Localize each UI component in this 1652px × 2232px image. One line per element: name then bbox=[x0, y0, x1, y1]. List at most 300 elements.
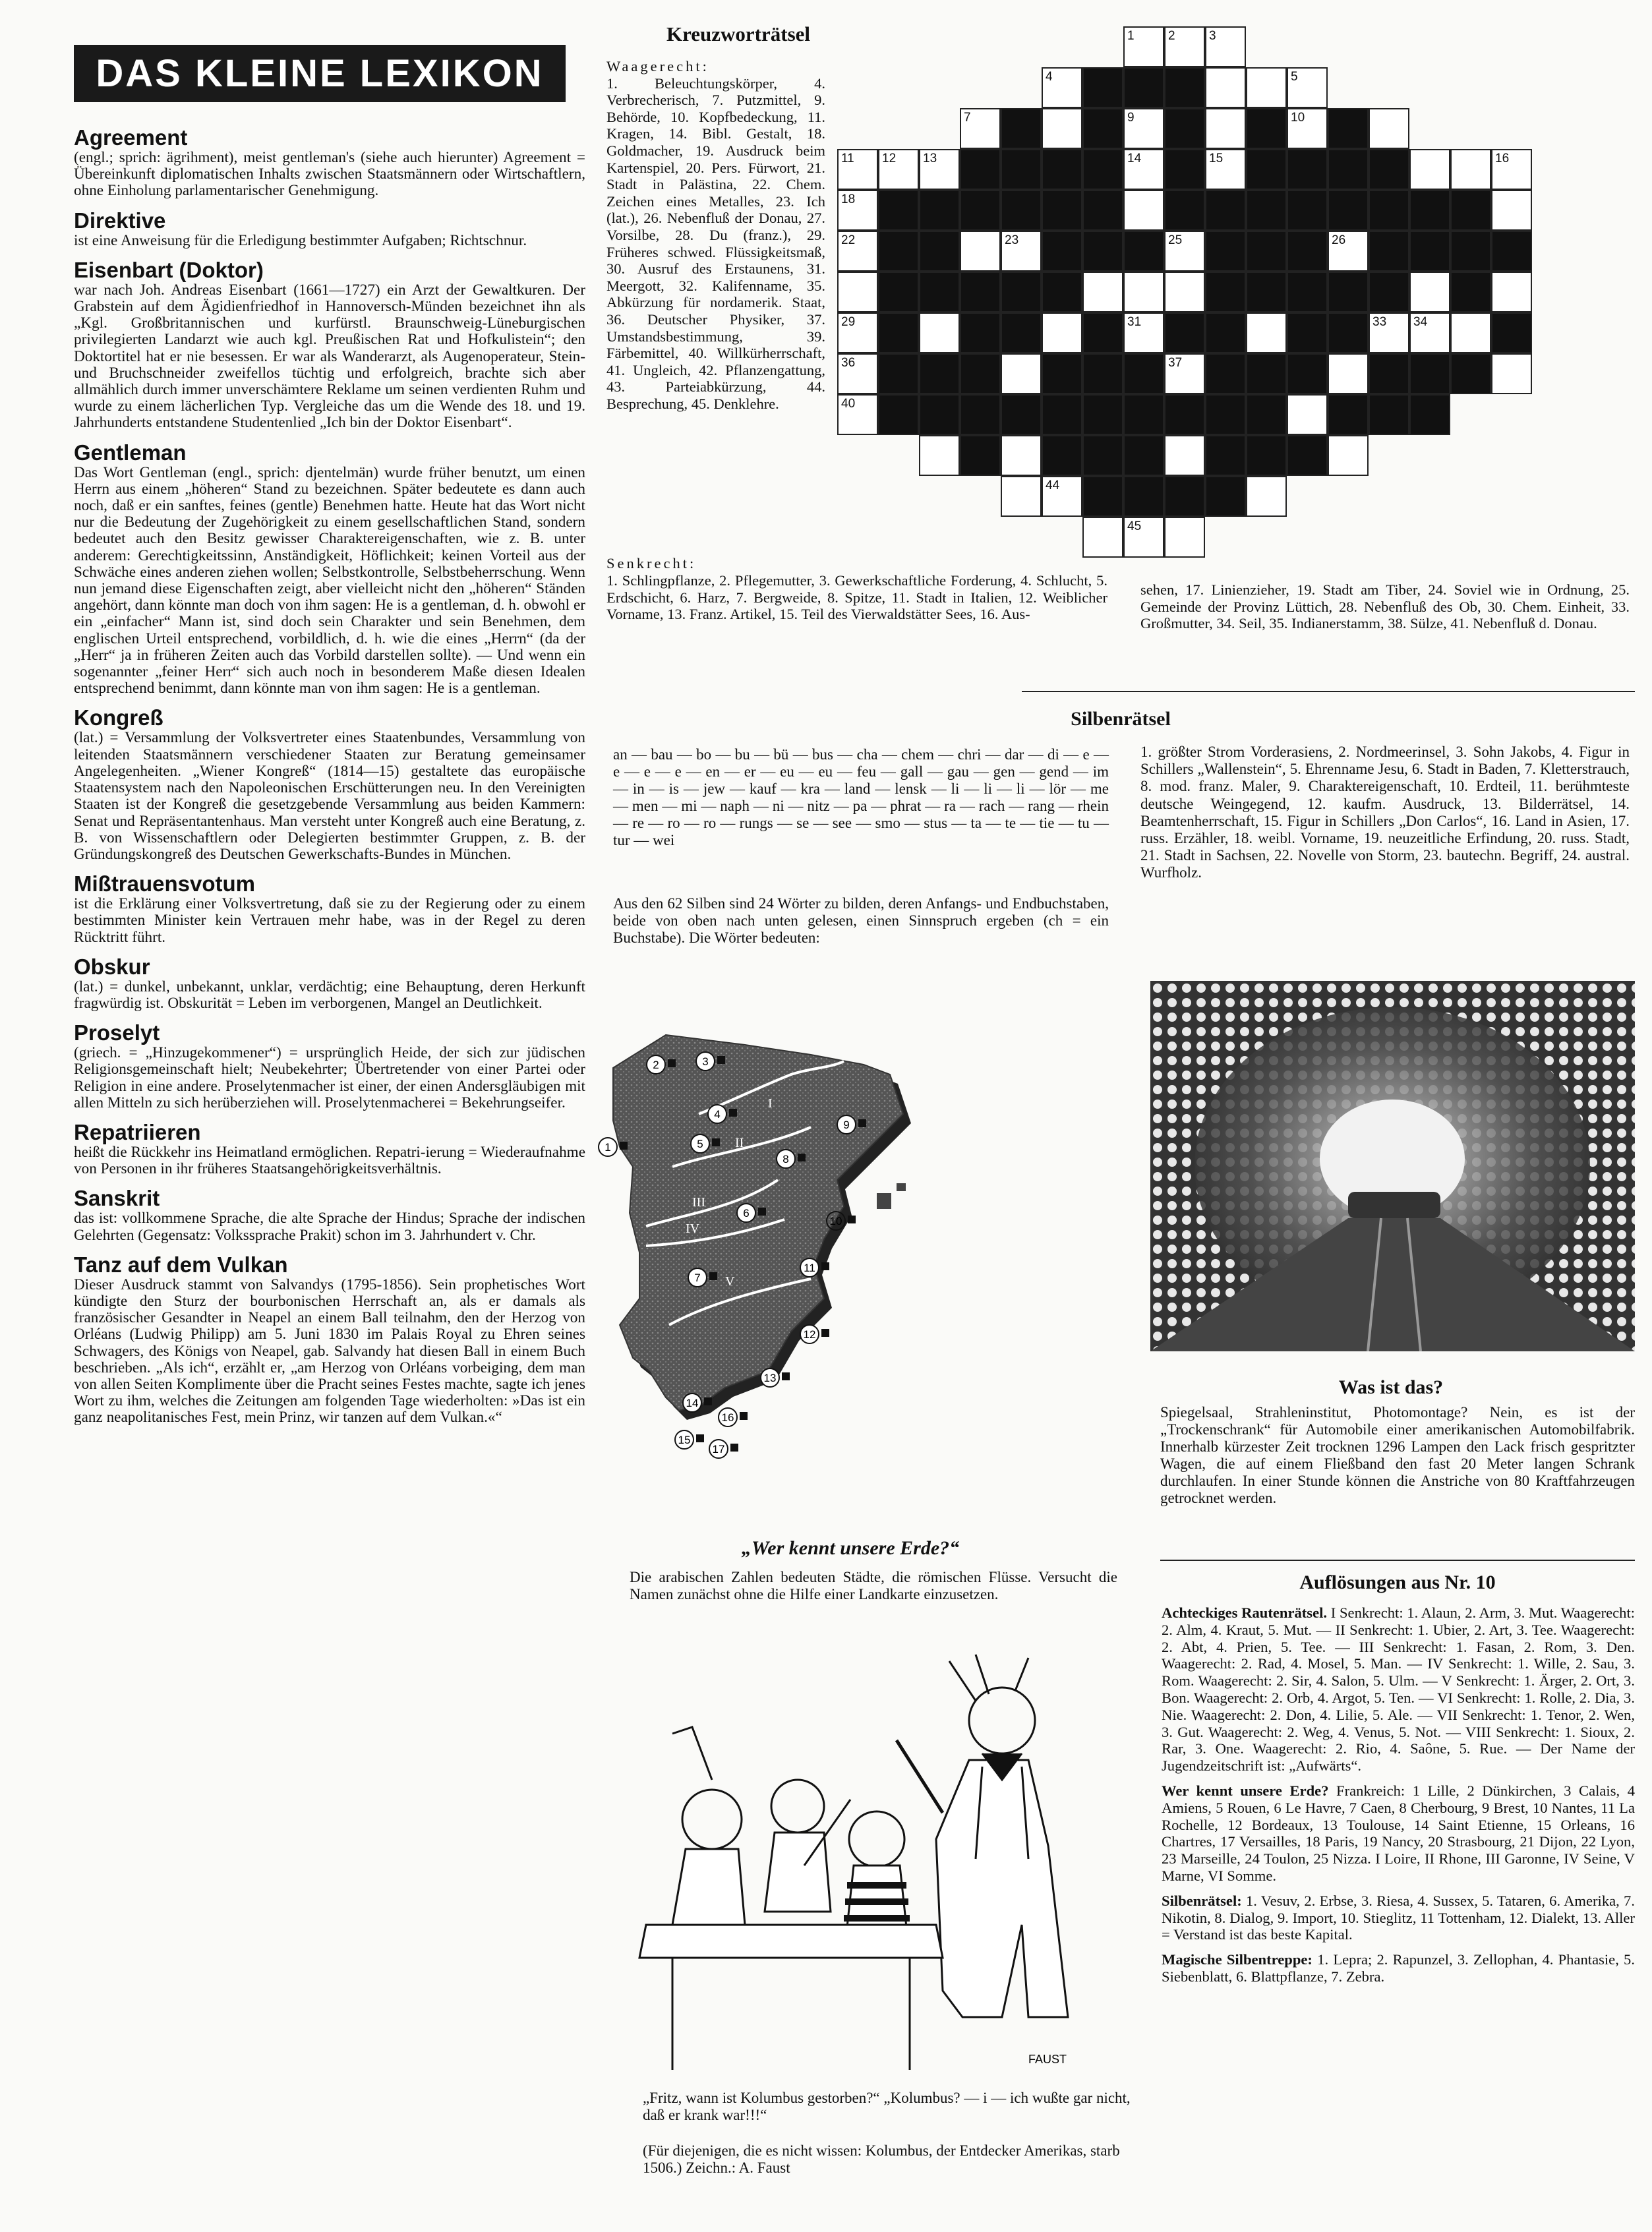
crossword-cell[interactable] bbox=[1328, 353, 1369, 394]
cell-number: 25 bbox=[1168, 233, 1183, 247]
map-city-number: 10 bbox=[829, 1215, 842, 1227]
crossword-cell[interactable] bbox=[1082, 67, 1123, 108]
crossword-cell[interactable] bbox=[1287, 149, 1328, 190]
map-city-square bbox=[740, 1412, 748, 1420]
lexikon-definition: (lat.) = dunkel, unbekannt, unklar, verdächtig; eine Behauptung, deren Herkunft fragwürdig ist. Obskurität = Leben im verborgenen, Mangel an Deutlichkeit. bbox=[74, 978, 585, 1012]
crossword-cell[interactable] bbox=[1205, 272, 1246, 312]
crossword-cell[interactable] bbox=[837, 190, 878, 231]
cell-number: 11 bbox=[841, 152, 854, 165]
solution-label: Wer kennt unsere Erde? bbox=[1162, 1782, 1337, 1799]
lexikon-term: Sanskrit bbox=[74, 1186, 160, 1211]
crossword-across-clues bbox=[606, 58, 825, 412]
map-city-square bbox=[704, 1397, 712, 1405]
solution-text: Frankreich: 1 Lille, 2 Dünkirchen, 3 Calais, 4 Amiens, 5 Rouen, 6 Le Havre, 7 Caen, 8 Cherbourg, 9 Brest, 10 Nantes, 11 La Rochelle, 12 Bordeaux, 13 Toulouse, 14 Saint Etienne, 15 Orleans, 16 Chartres, 17 Versailles, 18 Paris, 19 Nancy, 20 Strasbourg, 21 Dijon, 22 Lyon, 23 Marseille, 24 Toulon, 25 Nizza. I Loire, II Rhone, III Garonne, IV Seine, V Marne, VI Somme. bbox=[1162, 1782, 1635, 1884]
crossword-cell[interactable] bbox=[919, 394, 960, 435]
crossword-cell[interactable] bbox=[1164, 149, 1205, 190]
silben-syllables: an — bau — bo — bu — bü — bus — cha — chem — chri — dar — di — e — e — e — e — en — er — eu — eu — feu — gall — gau — gen — gend — im — in — is — jew — kauf — kra — land — lensk — li — li — li — lör — me — men — mi — naph — ni — nitz — pa — phrat — ra — rach — rang — rhein — re — ro — ro — rungs — se — see — smo — stus — ta — te — tie — tu — tur — wei bbox=[613, 746, 1109, 848]
crossword-cell[interactable] bbox=[1205, 231, 1246, 272]
crossword-cell[interactable] bbox=[1001, 231, 1042, 272]
crossword-cell[interactable] bbox=[1205, 108, 1246, 149]
crossword-cell[interactable] bbox=[919, 312, 960, 353]
solution-block bbox=[1162, 1604, 1635, 1775]
crossword-cell[interactable] bbox=[1123, 67, 1164, 108]
crossword-cell[interactable] bbox=[1205, 149, 1246, 190]
crossword-cell[interactable] bbox=[1123, 272, 1164, 312]
lexikon-term: Direktive bbox=[74, 208, 166, 233]
crossword-cell[interactable] bbox=[837, 394, 878, 435]
cell-number: 16 bbox=[1495, 152, 1510, 165]
crossword-cell[interactable] bbox=[1164, 476, 1205, 517]
map-city-number: 11 bbox=[804, 1262, 815, 1274]
solution-block bbox=[1162, 1782, 1635, 1885]
crossword-cell[interactable] bbox=[1287, 190, 1328, 231]
crossword-cell[interactable] bbox=[878, 272, 919, 312]
across-label: Waagerecht: bbox=[606, 58, 709, 74]
crossword-cell[interactable] bbox=[1491, 231, 1532, 272]
crossword-cell[interactable] bbox=[1369, 394, 1409, 435]
lexikon-entry bbox=[74, 209, 585, 249]
crossword-cell[interactable] bbox=[1082, 231, 1123, 272]
lexikon-definition: (engl.; sprich: ägrihment), meist gentleman's (siehe auch hierunter) Agreement = Übereinkunft diplomatischen Inhalts zwischen Staatsmännern oder Wirtschaftlern, ohne Einholung parlamentarischer Genehmigung. bbox=[74, 149, 585, 200]
crossword-cell[interactable] bbox=[1001, 149, 1042, 190]
crossword-cell[interactable] bbox=[878, 190, 919, 231]
crossword-cell[interactable] bbox=[1082, 272, 1123, 312]
crossword-cell[interactable] bbox=[1164, 26, 1205, 67]
crossword-cell[interactable] bbox=[1246, 149, 1287, 190]
solution-text: 1. Vesuv, 2. Erbse, 3. Riesa, 4. Sussex, 5. Tataren, 6. Amerika, 7. Nikotin, 8. Dialog, 9. Import, 10. Stieglitz, 11 Tottenham, 12. Dialekt, 13. Aller = Verstand ist das beste Kapital. bbox=[1162, 1892, 1635, 1943]
crossword-cell[interactable] bbox=[960, 272, 1001, 312]
crossword-cell[interactable] bbox=[1450, 312, 1491, 353]
crossword-cell[interactable] bbox=[1328, 312, 1369, 353]
crossword-cell[interactable] bbox=[1205, 435, 1246, 476]
crossword-cell[interactable] bbox=[1491, 353, 1532, 394]
cell-number: 9 bbox=[1127, 111, 1135, 125]
map-city-square bbox=[821, 1262, 829, 1270]
map-city-square bbox=[729, 1109, 737, 1117]
crossword-cell[interactable] bbox=[1328, 394, 1369, 435]
crossword-cell[interactable] bbox=[1369, 231, 1409, 272]
drying-tunnel-photo bbox=[1150, 981, 1635, 1351]
lexikon-definition: das ist: vollkommene Sprache, die alte Sprache der Hindus; Sprache der indischen Gelehrten (Gegensatz: Volkssprache Prakit) schon im 3. Jahrhundert v. Chr. bbox=[74, 1210, 585, 1244]
lexikon-entry bbox=[74, 1121, 585, 1177]
crossword-cell[interactable] bbox=[960, 149, 1001, 190]
crossword-cell[interactable] bbox=[1082, 353, 1123, 394]
cell-number: 14 bbox=[1127, 152, 1142, 165]
map-city-number: 3 bbox=[702, 1055, 709, 1068]
crossword-cell[interactable] bbox=[1369, 190, 1409, 231]
down-label: Senkrecht: bbox=[606, 555, 697, 572]
lexikon-entry bbox=[74, 1253, 585, 1426]
lexikon-term: Gentleman bbox=[74, 440, 187, 465]
crossword-cell[interactable] bbox=[1164, 312, 1205, 353]
map-island bbox=[877, 1193, 891, 1209]
crossword-cell[interactable] bbox=[1369, 353, 1409, 394]
lexikon-entry bbox=[74, 258, 585, 432]
crossword-cell[interactable] bbox=[1082, 312, 1123, 353]
crossword-cell[interactable] bbox=[1450, 353, 1491, 394]
crossword-cell[interactable] bbox=[1246, 231, 1287, 272]
map-city-number: 6 bbox=[743, 1207, 750, 1219]
map-city-number: 5 bbox=[697, 1138, 703, 1150]
map-city-square bbox=[730, 1444, 738, 1452]
crossword-down-clues-a: 1. Schlingpflanze, 2. Pflegemutter, 3. Gewerkschaftliche Forderung, 4. Schlucht, 5. Erdschicht, 6. Harz, 7. Bergweide, 8. Spitze, 11. Stadt in Italien, 12. Weiblicher Vorname, 13. Franz. Artikel, 15. Teil des Vierwaldstätter Sees, 16. Aus- bbox=[606, 572, 1107, 623]
crossword-cell[interactable] bbox=[1246, 190, 1287, 231]
crossword-cell[interactable] bbox=[1287, 231, 1328, 272]
crossword-cell[interactable] bbox=[1001, 394, 1042, 435]
crossword-cell[interactable] bbox=[1491, 312, 1532, 353]
crossword-cell[interactable] bbox=[1205, 353, 1246, 394]
lexikon-term: Kongreß bbox=[74, 705, 163, 730]
crossword-cell[interactable] bbox=[878, 394, 919, 435]
crossword-cell[interactable] bbox=[1328, 149, 1369, 190]
crossword-cell[interactable] bbox=[1042, 149, 1082, 190]
cell-number: 26 bbox=[1332, 233, 1346, 247]
crossword-cell[interactable] bbox=[1246, 67, 1287, 108]
solution-text: 1. Lepra; 2. Rapunzel, 3. Zellophan, 4. Phantasie, 5. Siebenblatt, 6. Blattpflanze, 7. Zebra. bbox=[1162, 1951, 1635, 1985]
cell-number: 2 bbox=[1168, 29, 1175, 43]
silben-clues: 1. größter Strom Vorderasiens, 2. Nordmeerinsel, 3. Sohn Jakobs, 4. Figur in Schillers „Wallenstein“, 5. Ehrenname Jesu, 6. Stadt in Baden, 7. Kletterstrauch, 8. mod. franz. Maler, 9. Charaktereigenschaft, 10. Erdteil, 11. berühmteste deutsche Weingegend, 12. kaufm. Ausdruck, 13. Bilderrätsel, 14. Beamtenherrschaft, 15. Figur in Schillers „Don Carlos“, 16. Land in Asien, 17. russ. Erzähler, 18. weibl. Vorname, 19. neuzeitliche Erfindung, 20. russ. Stadt, 21. Stadt in Sachsen, 22. Novelle von Storm, 23. bautechn. Begriff, 24. austral. Wurfholz. bbox=[1140, 744, 1630, 881]
map-city-square bbox=[709, 1272, 717, 1280]
crossword-cell[interactable] bbox=[1123, 108, 1164, 149]
crossword-cell[interactable] bbox=[1123, 435, 1164, 476]
cell-number: 10 bbox=[1291, 111, 1305, 125]
map-city-square bbox=[712, 1138, 720, 1146]
divider bbox=[1160, 1560, 1635, 1561]
lexikon-definition: war nach Joh. Andreas Eisenbart (1661—1727) ein Arzt der Gewaltkuren. Der Grabstein auf dem Ägidienfriedhof in Hannoversch-Münden bezeichnet ihn als „Kgl. Großbritannischen und kurfürstl. Braunschweig-Lüneburgischen privilegierten Landarzt wie auch kgl. Preußischen Rat und Hofkulistein“; den Doktortitel hat er nie besessen. Er war als Wanderarzt, als Augenoperateur, Stein- und Bruchschneider zweifellos tüchtig und erfolgreich, brachte sich aber allmählich durch immer unverschämtere Reklame um seinen verdienten Ruhm und wurde zu einem lächerlichen Typ. Vergleiche das um die Wende des 18. und 19. Jahrhunderts entstandene Studentenlied „Ich bin der Doktor Eisenbart“. bbox=[74, 281, 585, 432]
lexikon-definition: Das Wort Gentleman (engl., sprich: djentelmän) wurde früher benutzt, um einen Herrn aus einem „höheren“ Stand zu bezeichnen. Später bedeutete es dann auch noch, daß er ein sanftes, feines (gentle) Benehmen hatte. Heute hat das Wort nicht nur die Bedeutung der Zugehörigkeit zu einem gesellschaftlichen Stand, sondern bedeutet auch den Besitz gewisser Charaktereigenschaften, wie z. B. unter anderem: Gerechtigkeitssinn, Anständigkeit, Höflichkeit; keinen Vorteil aus der Schwäche eines anderen ziehen wollen; Selbstkontrolle, Selbstbeherrschung. Wenn nun jemand diese Eigenschaften zeigt, aber vielleicht nicht den „höheren“ Ständen angehört, dann könnte man doch von ihm sagen: He is a gentleman, d. h. obwohl er ein „einfacher“ Mann ist, sind doch sein Charakter und sein Benehmen, dem englischen Urteil entsprechend, vorbildlich, d. h. wie die eines „Herrn“ (da der „Herr“ ja in früheren Zeiten auch das Vorbild darstellen sollte). — Und wenn ein sogenannter „feiner Herr“ sich auch noch in besonderem Maße diesen Idealen entsprechend benimmt, dann könnte man von ihm sagen: He is a gentleman. bbox=[74, 463, 585, 697]
crossword-cell[interactable] bbox=[1328, 272, 1369, 312]
solution-label: Magische Silbentreppe: bbox=[1162, 1951, 1318, 1968]
lexikon-title: DAS KLEINE LEXIKON bbox=[74, 45, 566, 102]
map-city-square bbox=[858, 1119, 866, 1127]
solution-label: Achteckiges Rautenrätsel. bbox=[1162, 1604, 1331, 1621]
crossword-cell[interactable] bbox=[837, 272, 878, 312]
crossword-cell[interactable] bbox=[1164, 353, 1205, 394]
crossword-cell[interactable] bbox=[1123, 231, 1164, 272]
crossword-cell[interactable] bbox=[1001, 353, 1042, 394]
crossword-cell[interactable] bbox=[1082, 190, 1123, 231]
crossword-cell[interactable] bbox=[1246, 476, 1287, 517]
crossword-cell[interactable] bbox=[1042, 394, 1082, 435]
crossword-cell[interactable] bbox=[1164, 272, 1205, 312]
crossword-cell[interactable] bbox=[1491, 149, 1532, 190]
crossword-cell[interactable] bbox=[1205, 476, 1246, 517]
cartoon-signature: FAUST bbox=[1028, 2053, 1067, 2066]
lexikon-term: Repatriieren bbox=[74, 1119, 201, 1144]
map-city-number: 12 bbox=[803, 1328, 816, 1341]
lexikon-entries bbox=[74, 126, 585, 1426]
cell-number: 29 bbox=[841, 315, 856, 329]
crossword-cell[interactable] bbox=[1123, 26, 1164, 67]
crossword-cell[interactable] bbox=[1409, 353, 1450, 394]
solution-block bbox=[1162, 1951, 1635, 1985]
lexikon-term: Agreement bbox=[74, 125, 188, 150]
crossword-cell[interactable] bbox=[1164, 435, 1205, 476]
map-city-square bbox=[717, 1056, 725, 1064]
crossword-cell[interactable] bbox=[1491, 190, 1532, 231]
lexikon-entry bbox=[74, 872, 585, 946]
cartoon-caption: „Fritz, wann ist Kolumbus gestorben?“ „Kolumbus? — i — ich wußte gar nicht, daß er krank war!!!“ bbox=[643, 2090, 1131, 2123]
map-city-square bbox=[848, 1216, 856, 1223]
lexikon-term: Tanz auf dem Vulkan bbox=[74, 1252, 288, 1277]
crossword-cell[interactable] bbox=[1164, 190, 1205, 231]
crossword-cell[interactable] bbox=[1246, 108, 1287, 149]
divider bbox=[1022, 691, 1635, 692]
crossword-cell[interactable] bbox=[1369, 272, 1409, 312]
map-city-number: 2 bbox=[653, 1059, 659, 1071]
cell-number: 44 bbox=[1046, 479, 1060, 492]
crossword-cell[interactable] bbox=[1491, 272, 1532, 312]
crossword-cell[interactable] bbox=[1369, 108, 1409, 149]
cell-number: 1 bbox=[1127, 29, 1135, 43]
crossword-cell[interactable] bbox=[1082, 476, 1123, 517]
map-text: Die arabischen Zahlen bedeuten Städte, die römischen Flüsse. Versucht die Namen zunächst ohne die Hilfe einer Landkarte einzusetzen. bbox=[630, 1569, 1117, 1602]
crossword-cell[interactable] bbox=[1042, 353, 1082, 394]
map-river-numeral: I bbox=[768, 1096, 773, 1111]
crossword-cell[interactable] bbox=[1082, 394, 1123, 435]
map-city-square bbox=[620, 1142, 628, 1150]
map-island bbox=[897, 1183, 906, 1191]
crossword-cell[interactable] bbox=[1328, 435, 1369, 476]
crossword-cell[interactable] bbox=[1164, 108, 1205, 149]
crossword-cell[interactable] bbox=[1287, 272, 1328, 312]
crossword-cell[interactable] bbox=[1205, 67, 1246, 108]
lexikon-column bbox=[74, 45, 585, 1436]
crossword-cell[interactable] bbox=[1042, 272, 1082, 312]
crossword-cell[interactable] bbox=[1450, 272, 1491, 312]
crossword-cell[interactable] bbox=[1287, 435, 1328, 476]
cell-number: 40 bbox=[841, 397, 856, 411]
crossword-cell[interactable] bbox=[919, 190, 960, 231]
photo-title: Was ist das? bbox=[1338, 1376, 1444, 1398]
crossword-cell[interactable] bbox=[1164, 231, 1205, 272]
lexikon-entry bbox=[74, 1187, 585, 1243]
crossword-cell[interactable] bbox=[1042, 476, 1082, 517]
lexikon-definition: ist die Erklärung einer Volksvertretung, daß sie zu der Regierung oder zu einem bestimmten Minister kein Vertrauen mehr habe, was in der Regel zu deren Rücktritt führt. bbox=[74, 895, 585, 946]
lexikon-definition: (lat.) = Versammlung der Volksvertreter eines Staatenbundes, Versammlung von leitenden Staatsmännern verschiedener Staaten zur Beratung gemeinsamer Angelegenheiten. „Wiener Kongreß“ (1814—15) gestaltete das europäische Staatensystem nach den Napoleonischen Erschütterungen neu. In den Vereinigten Staaten ist der Kongreß die gesetzgebende Versammlung aus beiden Kammern: Senat und Repräsentantenhaus. Man versteht unter Kongreß auch eine Beratung, z. B. von Wissenschaftlern oder Delegierten bestimmter Gruppen, z. B. der Gründungskongreß des Deutschen Gewerkschafts-Bundes in München. bbox=[74, 729, 585, 863]
lexikon-term: Obskur bbox=[74, 954, 150, 979]
crossword-cell[interactable] bbox=[1450, 190, 1491, 231]
crossword-cell[interactable] bbox=[1409, 272, 1450, 312]
crossword-cell[interactable] bbox=[1328, 190, 1369, 231]
crossword-cell[interactable] bbox=[1287, 67, 1328, 108]
lexikon-entry bbox=[74, 126, 585, 200]
crossword-cell[interactable] bbox=[1082, 108, 1123, 149]
crossword-cell[interactable] bbox=[1123, 149, 1164, 190]
crossword-cell[interactable] bbox=[1246, 312, 1287, 353]
map-city-number: 4 bbox=[714, 1108, 721, 1121]
map-city-number: 1 bbox=[605, 1141, 611, 1154]
crossword-cell[interactable] bbox=[919, 272, 960, 312]
silben-title: Silbenrätsel bbox=[1071, 708, 1171, 730]
across-text: 1. Beleuchtungskörper, 4. Verbrecherisch, 7. Putzmittel, 9. Behörde, 10. Kopfbedeckung, 11. Kragen, 14. Bibl. Gestalt, 18. Goldmacher, 19. Ausdruck beim Kartenspiel, 20. Pers. Fürwort, 21. Stadt in Palästina, 22. Chem. Zeichen eines Metalles, 23. Ich (lat.), 26. Nebenfluß der Donau, 27. Vorsilbe, 28. Du (franz.), 29. Früheres schwed. Flüssigkeitsmaß, 30. Ausruf des Erstaunens, 31. Meergott, 32. Kalifenname, 35. Abkürzung für nordamerik. Staat, 36. Deutscher Physiker, 37. Umstandsbestimmung, 39. Färbemittel, 40. Willkürherrschaft, 41. Ungleich, 42. Pflanzengattung, 43. Parteiabkürzung, 44. Besprechung, 45. Denklehre. bbox=[606, 74, 825, 412]
crossword-cell[interactable] bbox=[919, 149, 960, 190]
cell-number: 37 bbox=[1168, 356, 1183, 370]
cell-number: 12 bbox=[882, 152, 897, 165]
crossword-cell[interactable] bbox=[1164, 517, 1205, 558]
lexikon-definition: ist eine Anweisung für die Erledigung bestimmter Aufgaben; Richtschnur. bbox=[74, 231, 527, 249]
crossword-cell[interactable] bbox=[1328, 231, 1369, 272]
map-city-number: 8 bbox=[782, 1153, 789, 1165]
cell-number: 15 bbox=[1209, 152, 1224, 165]
tunnel-illustration bbox=[1150, 981, 1635, 1351]
cell-number: 34 bbox=[1413, 315, 1428, 329]
crossword-cell[interactable] bbox=[1328, 108, 1369, 149]
crossword-cell[interactable] bbox=[919, 231, 960, 272]
crossword-cell[interactable] bbox=[1287, 312, 1328, 353]
crossword-cell[interactable] bbox=[1287, 394, 1328, 435]
map-title: „Wer kennt unsere Erde?“ bbox=[741, 1537, 960, 1559]
cell-number: 18 bbox=[841, 192, 856, 206]
crossword-cell[interactable] bbox=[1082, 517, 1123, 558]
crossword-cell[interactable] bbox=[1450, 149, 1491, 190]
solution-label: Silbenrätsel: bbox=[1162, 1892, 1246, 1909]
crossword-cell[interactable] bbox=[960, 353, 1001, 394]
cell-number: 23 bbox=[1005, 233, 1019, 247]
lexikon-definition: heißt die Rückkehr ins Heimatland ermöglichen. Repatri-ierung = Wiederaufnahme von Personen in ihr früheres Staatsangehörigkeitsverhältnis. bbox=[74, 1143, 585, 1178]
lexikon-entry bbox=[74, 1021, 585, 1111]
crossword-cell[interactable] bbox=[960, 312, 1001, 353]
crossword-cell[interactable] bbox=[1042, 312, 1082, 353]
crossword-cell[interactable] bbox=[1246, 272, 1287, 312]
spain-map bbox=[593, 1015, 1042, 1529]
photo-text: Spiegelsaal, Strahleninstitut, Photomontage? Nein, es ist der „Trockenschrank“ für Automobile einer amerikanischen Automobilfabrik. Innerhalb kürzester Zeit trocknen 1296 Lampen den Lack frisch gespritzter Wagen, die auf einem Fließband den fast 20 Meter langen Schrank durchlaufen. In einer Stunde können die Anstriche von 80 Kraftfahrzeugen getrocknet werden. bbox=[1160, 1404, 1635, 1506]
crossword-cell[interactable] bbox=[1082, 435, 1123, 476]
crossword-cell[interactable] bbox=[1042, 231, 1082, 272]
crossword-cell[interactable] bbox=[1246, 435, 1287, 476]
crossword-cell[interactable] bbox=[1123, 353, 1164, 394]
crossword-cell[interactable] bbox=[1123, 394, 1164, 435]
lexikon-entry bbox=[74, 706, 585, 863]
cell-number: 3 bbox=[1209, 29, 1216, 43]
crossword-cell[interactable] bbox=[1287, 353, 1328, 394]
crossword-cell[interactable] bbox=[878, 231, 919, 272]
crossword-cell[interactable] bbox=[1409, 394, 1450, 435]
crossword-cell[interactable] bbox=[1001, 272, 1042, 312]
crossword-cell[interactable] bbox=[837, 353, 878, 394]
crossword-cell[interactable] bbox=[1001, 190, 1042, 231]
map-city-number: 9 bbox=[843, 1119, 850, 1131]
map-river-numeral: V bbox=[725, 1274, 735, 1289]
lexikon-term: Eisenbart (Doktor) bbox=[74, 257, 264, 282]
crossword-cell[interactable] bbox=[1123, 312, 1164, 353]
crossword-cell[interactable] bbox=[919, 435, 960, 476]
crossword-cell[interactable] bbox=[1164, 394, 1205, 435]
cartoon-note: (Für diejenigen, die es nicht wissen: Kolumbus, der Entdecker Amerikas, starb 1506.) Zeichn.: A. Faust bbox=[643, 2142, 1120, 2176]
cell-number: 33 bbox=[1372, 315, 1387, 329]
crossword-cell[interactable] bbox=[1205, 394, 1246, 435]
lexikon-definition: (griech. = „Hinzugekommener“) = ursprünglich Heide, der sich zur jüdischen Religionsgemeinschaft hielt; Neubekehrter; Übertretender von einer Partei oder Religion in eine andere. Proselytenmacher ist einer, der einen Andersgläubigen mit allen Mitteln zu sich herüberziehen will. Proselytenmacherei = Bekehrungseifer. bbox=[74, 1044, 585, 1111]
crossword-cell[interactable] bbox=[878, 312, 919, 353]
map-city-number: 14 bbox=[686, 1397, 699, 1409]
silben-instructions: Aus den 62 Silben sind 24 Wörter zu bilden, deren Anfangs- und Endbuchstaben, beide von oben nach unten gelesen, einen Sinnspruch ergeben (ch = ein Buchstabe). Die Wörter bedeuten: bbox=[613, 895, 1109, 946]
crossword-cell[interactable] bbox=[919, 353, 960, 394]
loesungen-list bbox=[1162, 1604, 1635, 1993]
crossword-cell[interactable] bbox=[960, 231, 1001, 272]
map-river-numeral: IV bbox=[686, 1221, 700, 1236]
crossword-cell[interactable] bbox=[1409, 149, 1450, 190]
crossword-cell[interactable] bbox=[837, 231, 878, 272]
solution-block bbox=[1162, 1893, 1635, 1943]
solution-text: I Senkrecht: 1. Alaun, 2. Arm, 3. Mut. Waagerecht: 2. Alm, 4. Kraut, 5. Mut. — II Senkrecht: 1. Ubier, 2. Art, 3. Tee. Waagerecht: 2. Abt, 4. Prien, 5. Tee. — III Senkrecht: 1. Fasan, 2. Rom, 3. Den. Waagerecht: 2. Rad, 4. Mosel, 5. Man. — IV Senkrecht: 1. Wille, 2. Sau, 3. Rom. Waagerecht: 2. Sir, 4. Salon, 5. Ulm. — V Senkrecht: 1. Ärger, 2. Ort, 3. Bon. Waagerecht: 2. Orb, 4. Argot, 5. Ten. — VI Senkrecht: 1. Rolle, 2. Dia, 3. Nie. Waagerecht: 2. Don, 4. Lilie, 5. Ale. — VII Senkrecht: 1. Tenor, 2. Wen, 3. Gut. Waagerecht: 2. Weg, 4. Venus, 5. Not. — VIII Senkrecht: 1. Sioux, 2. Rar, 3. One. Waagerecht: 2. Rio, 4. Saône, 5. Rue. — Der Name der Jugendzeitschrift ist: „Aufwärts“. bbox=[1162, 1604, 1635, 1775]
crossword-cell[interactable] bbox=[960, 435, 1001, 476]
cell-number: 5 bbox=[1291, 70, 1298, 84]
crossword-cell[interactable] bbox=[1246, 394, 1287, 435]
crossword-cell[interactable] bbox=[1042, 435, 1082, 476]
crossword-cell[interactable] bbox=[960, 394, 1001, 435]
crossword-cell[interactable] bbox=[1082, 149, 1123, 190]
crossword-cell[interactable] bbox=[1409, 231, 1450, 272]
crossword-cell[interactable] bbox=[878, 149, 919, 190]
map-city-square bbox=[696, 1434, 704, 1442]
crossword-cell[interactable] bbox=[1001, 476, 1042, 517]
crossword-cell[interactable] bbox=[960, 190, 1001, 231]
crossword-cell[interactable] bbox=[1287, 108, 1328, 149]
cell-number: 36 bbox=[841, 356, 856, 370]
lexikon-entry bbox=[74, 955, 585, 1012]
cell-number: 45 bbox=[1127, 519, 1142, 533]
cartoon-illustration bbox=[633, 1648, 1107, 2103]
lexikon-term: Mißtrauensvotum bbox=[74, 871, 256, 896]
loesungen-title: Auflösungen aus Nr. 10 bbox=[1299, 1571, 1496, 1593]
map-city-square bbox=[668, 1059, 676, 1067]
lexikon-term: Proselyt bbox=[74, 1020, 160, 1045]
map-city-number: 7 bbox=[694, 1272, 701, 1284]
crossword-cell[interactable] bbox=[837, 149, 878, 190]
cell-number: 4 bbox=[1046, 70, 1053, 84]
crossword-cell[interactable] bbox=[1205, 190, 1246, 231]
map-river-numeral: II bbox=[735, 1136, 744, 1150]
crossword-cell[interactable] bbox=[1450, 231, 1491, 272]
crossword-cell[interactable] bbox=[1164, 67, 1205, 108]
map-city-number: 16 bbox=[721, 1411, 734, 1424]
crossword-cell[interactable] bbox=[1042, 108, 1082, 149]
cell-number: 22 bbox=[841, 233, 856, 247]
crossword-cell[interactable] bbox=[1409, 312, 1450, 353]
crossword-cell[interactable] bbox=[1369, 149, 1409, 190]
map-city-number: 15 bbox=[678, 1434, 691, 1446]
map-city-number: 17 bbox=[712, 1443, 725, 1455]
lexikon-definition: Dieser Ausdruck stammt von Salvandys (1795-1856). Sein prophetisches Wort kündigte den Sturz der bourbonischen Herrschaft an, als er damals als französischer Gesandter in Neapel an einem Ball teilnahm, den der Herzog von Orléans (Ludwig Philipp) am 5. Juni 1830 im Palais Royal zu Ehren seines Schwagers, des Königs von Neapel, gab. Salvandy hat diesen Ball in einem Buch beschrieben. „Als ich“, erzählt er, „am Herzog von Orléans vorbeiging, dem man von allen Seiten Komplimente über die Pracht seines Festes machte, sagte ich jenes Wort zu ihm, welches die Zeitungen am folgenden Tage wiederholten: »Das ist ein ganz neapolitanisches Fest, mein Prinz, wir tanzen auf dem Vulkan.«“ bbox=[74, 1276, 585, 1426]
crossword-cell[interactable] bbox=[1042, 67, 1082, 108]
crossword-down-clues-b: sehen, 17. Linienzieher, 19. Stadt am Tiber, 24. Soviel wie in Ordnung, 25. Gemeinde der Provinz Lüttich, 28. Nebenfluß des Ob, 30. Chem. Einheit, 33. Großmutter, 34. Seil, 35. Indianerstamm, 38. Sülze, 41. Nebenfluß d. Donau. bbox=[1140, 581, 1630, 632]
crossword-cell[interactable] bbox=[1205, 26, 1246, 67]
crossword-title: Kreuzworträtsel bbox=[666, 22, 811, 45]
map-city-number: 13 bbox=[763, 1372, 777, 1384]
map-city-square bbox=[798, 1154, 806, 1161]
crossword-cell[interactable] bbox=[837, 312, 878, 353]
crossword-cell[interactable] bbox=[1409, 190, 1450, 231]
crossword-cell[interactable] bbox=[1001, 108, 1042, 149]
crossword-cell[interactable] bbox=[1369, 312, 1409, 353]
crossword-cell[interactable] bbox=[960, 108, 1001, 149]
map-city-square bbox=[758, 1208, 766, 1216]
crossword-cell[interactable] bbox=[1042, 190, 1082, 231]
crossword-cell[interactable] bbox=[1001, 435, 1042, 476]
lexikon-entry bbox=[74, 441, 585, 697]
crossword-cell[interactable] bbox=[1246, 353, 1287, 394]
cell-number: 13 bbox=[923, 152, 937, 165]
map-city-square bbox=[782, 1372, 790, 1380]
cell-number: 31 bbox=[1127, 315, 1142, 329]
crossword-cell[interactable] bbox=[1123, 190, 1164, 231]
crossword-cell[interactable] bbox=[1001, 312, 1042, 353]
crossword-cell[interactable] bbox=[1123, 476, 1164, 517]
cell-number: 7 bbox=[964, 111, 971, 125]
crossword-cell[interactable] bbox=[1123, 517, 1164, 558]
crossword-cell[interactable] bbox=[878, 353, 919, 394]
crossword-cell[interactable] bbox=[1205, 312, 1246, 353]
